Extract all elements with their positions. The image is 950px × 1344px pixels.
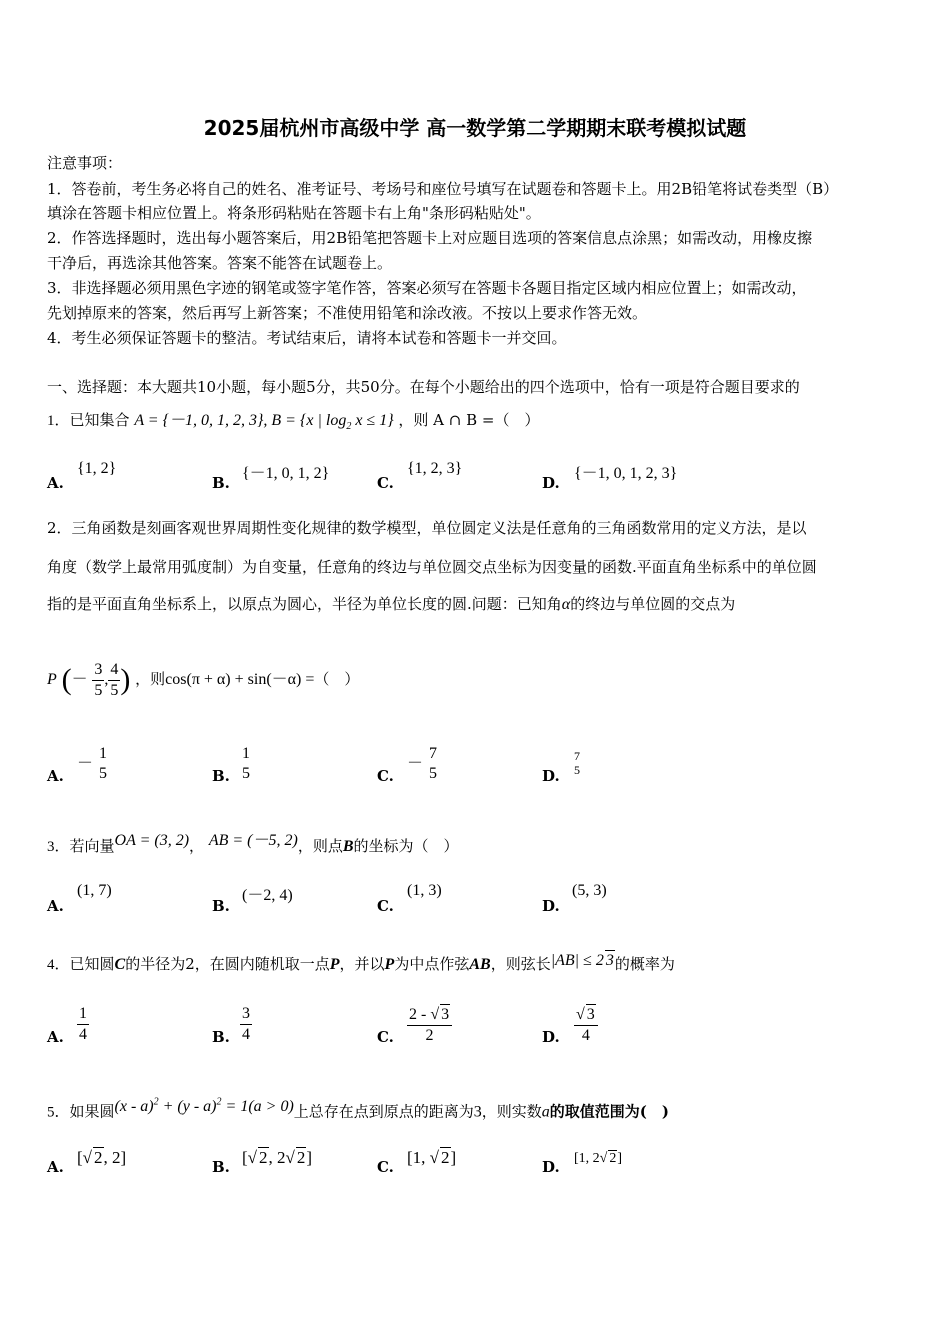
- sqrt-radicand: 3: [586, 1006, 595, 1023]
- option-d-value: [574, 1004, 598, 1046]
- option-c-label[interactable]: C.: [377, 474, 394, 492]
- fraction: [407, 1004, 452, 1046]
- chord-condition: [551, 952, 615, 969]
- question-text: ，则点: [297, 837, 343, 855]
- comma: ，: [189, 837, 205, 855]
- alpha-symbol: α: [561, 596, 571, 613]
- comma: ,: [104, 671, 109, 688]
- log-base: 2: [346, 421, 352, 432]
- option-c-label[interactable]: C.: [377, 767, 394, 785]
- question-text: 若向量: [69, 837, 115, 855]
- fraction: [240, 744, 252, 784]
- exponent: 2: [153, 1097, 159, 1108]
- denominator: 5: [99, 765, 108, 783]
- sqrt-radicand: 2: [296, 1148, 306, 1167]
- option-d-label[interactable]: D.: [542, 897, 560, 915]
- question-2-expression: P (－ $\frac{3}{5}$ , $\frac{4}{5}$ ) ，则cos(π + α) + sin(－α) =（ ）: [47, 660, 360, 699]
- denominator: 4: [79, 1026, 87, 1043]
- question-3: [47, 832, 910, 857]
- option-c-label[interactable]: C.: [377, 1028, 394, 1046]
- set-b-tail: x ≤ 1}: [351, 412, 394, 429]
- interval-part: [1, 2: [574, 1151, 600, 1166]
- condition-text: |AB| ≤ 2: [550, 952, 604, 969]
- numerator-text: 2 -: [409, 1006, 431, 1023]
- vector-ab: AB = (－5, 2): [208, 832, 298, 849]
- exponent: 2: [216, 1097, 222, 1108]
- numerator: 7: [429, 745, 438, 763]
- numerator: 1: [99, 745, 108, 763]
- denominator: 5: [110, 681, 119, 699]
- circle-c: C: [114, 956, 126, 973]
- fraction: [97, 744, 109, 784]
- interval-part: [: [77, 1148, 83, 1167]
- question-number: 4．: [47, 957, 70, 973]
- numerator: 2 - √ 3: [407, 1004, 452, 1026]
- interval-part: ]: [617, 1151, 623, 1166]
- fraction: [572, 749, 582, 777]
- set-a: A = {－1, 0, 1, 2, 3}: [134, 412, 264, 429]
- point-p: P: [384, 956, 395, 973]
- question-text: ，则: [135, 670, 166, 688]
- option-d-value: [572, 745, 582, 781]
- fraction: [108, 660, 120, 701]
- numerator: [77, 1004, 89, 1025]
- vector-oa: OA = (3, 2): [114, 832, 190, 849]
- circle-equation: [115, 1098, 294, 1115]
- question-text: 上总存在点到原点的距离为: [293, 1102, 474, 1121]
- option-b-value: {－1, 0, 1, 2}: [242, 465, 330, 482]
- question-tail: （ ）: [314, 670, 360, 688]
- fraction: [574, 1004, 598, 1046]
- option-c-value: [407, 1004, 452, 1046]
- question-tail: 的坐标为（ ）: [353, 837, 459, 855]
- denominator: 4: [242, 1026, 250, 1043]
- equation-part: = 1(a > 0): [221, 1098, 294, 1116]
- option-c-label[interactable]: C.: [377, 897, 394, 915]
- point-p: P: [47, 671, 57, 688]
- interval-part: ]: [450, 1148, 457, 1167]
- minus-sign: －: [71, 671, 88, 688]
- option-b-label[interactable]: B.: [212, 1028, 230, 1046]
- option-a-label[interactable]: A.: [47, 474, 64, 492]
- notice-line: 3．非选择题必须用黑色字迹的钢笔或签字笔作答，答案必须写在答题卡各题目指定区域内相应位置上；如需改动，: [47, 279, 807, 297]
- numerator: 3: [92, 660, 104, 681]
- trig-expression: cos(π + α) + sin(－α) =: [165, 671, 315, 688]
- page-title: 2025届杭州市高级中学 高一数学第二学期期末联考模拟试题: [203, 116, 747, 140]
- option-a-label[interactable]: A.: [47, 1158, 64, 1176]
- denominator: 4: [581, 1027, 590, 1044]
- interval-part: ]: [306, 1148, 313, 1167]
- interval-part: [1,: [407, 1148, 430, 1167]
- option-b-label[interactable]: B.: [212, 767, 230, 785]
- interval-part: ]: [120, 1148, 127, 1167]
- option-b-value: [240, 1004, 252, 1045]
- option-d-value: {－1, 0, 1, 2, 3}: [574, 465, 678, 482]
- option-a-label[interactable]: A.: [47, 1028, 64, 1046]
- sqrt-radicand: 2: [441, 1148, 450, 1167]
- option-b-label[interactable]: B.: [212, 1158, 230, 1176]
- option-b-value: [√ 2, 2√ 2]: [242, 1148, 313, 1167]
- fraction: [240, 1004, 252, 1045]
- question-text: 已知圆: [69, 955, 115, 973]
- numerator-text: 1: [79, 1005, 87, 1022]
- question-4: [47, 954, 910, 975]
- option-b-value: (－2, 4): [242, 887, 293, 904]
- sqrt-radicand: 2: [609, 1151, 617, 1166]
- option-c-value: [1, √ 2]: [407, 1148, 457, 1167]
- option-b-label[interactable]: B.: [212, 474, 230, 492]
- denominator: 5: [574, 763, 580, 778]
- numerator: 7: [574, 749, 580, 764]
- option-c-value: {1, 2, 3}: [407, 460, 463, 477]
- notice-line: 1．答卷前，考生务必将自己的姓名、准考证号、考场号和座位号填写在试题卷和答题卡上。用2B铅笔将试卷类型（B）: [47, 180, 839, 198]
- question-number: 3．: [47, 839, 70, 855]
- point-p: P: [329, 956, 340, 973]
- question-text: ，并以: [339, 955, 385, 973]
- question-text: ，则实数: [481, 1102, 542, 1121]
- question-text: 的终边与单位圆的交点为: [570, 595, 736, 613]
- notice-line: 填涂在答题卡相应位置上。将条形码粘贴在答题卡右上角"条形码粘贴处"。: [47, 204, 541, 222]
- set-b: , B = {x | log: [263, 412, 347, 429]
- question-text: ，则弦长: [490, 955, 551, 973]
- section-heading: 一、选择题：本大题共10小题，每小题5分，共50分。在每个小题给出的四个选项中，恰有一项是符合题目要求的: [47, 378, 800, 396]
- question-5: [47, 1098, 910, 1122]
- notice-heading: 注意事项：: [47, 154, 123, 172]
- sqrt-radicand: 2: [94, 1148, 103, 1167]
- option-b-label[interactable]: B.: [212, 897, 230, 915]
- interval-part: , 2: [103, 1148, 121, 1167]
- question-2-line: 2．三角函数是刻画客观世界周期性变化规律的数学模型，单位圆定义法是任意角的三角函数常用的定义方法，是以: [47, 519, 807, 537]
- notice-line: 2．作答选择题时，选出每小题答案后，用2B铅笔把答题卡上对应题目选项的答案信息点涂黑；如需改动，用橡皮擦: [47, 229, 813, 247]
- option-c-label[interactable]: C.: [377, 1158, 394, 1176]
- question-tail: 的取值范围为( ): [549, 1102, 669, 1121]
- option-d-label[interactable]: D.: [542, 474, 560, 492]
- chord-ab: AB: [469, 956, 491, 973]
- option-a-label[interactable]: A.: [47, 767, 64, 785]
- question-tail: 的概率为: [614, 955, 675, 973]
- denominator: 5: [242, 765, 250, 783]
- equation-part: (x - a): [114, 1098, 154, 1116]
- sign: －: [77, 755, 94, 772]
- question-number: 1．: [47, 413, 70, 429]
- option-b-value: [240, 741, 252, 787]
- option-a-value: {1, 2}: [77, 460, 117, 477]
- option-d-value: [1, 2√ 2]: [574, 1151, 623, 1166]
- numerator: 4: [108, 660, 120, 681]
- question-text: 指的是平面直角坐标系上，以原点为圆心，半径为单位长度的圆.问题：已知角: [47, 595, 562, 613]
- denominator: 5: [94, 681, 103, 699]
- interval-part: , 2: [268, 1148, 286, 1167]
- distance-value: 3: [473, 1103, 482, 1121]
- option-a-value: (1, 7): [77, 882, 112, 899]
- question-2-line: 角度（数学上最常用弧度制）为自变量，任意角的终边与单位圆交点坐标为因变量的函数.平面直角坐标系中的单位圆: [47, 558, 817, 576]
- sqrt-radicand: 2: [259, 1148, 268, 1167]
- variable-a: a: [541, 1103, 550, 1121]
- option-a-value: [77, 741, 109, 787]
- numerator: √ 3: [574, 1004, 598, 1026]
- option-c-value: (1, 3): [407, 882, 442, 899]
- sqrt-radicand: 3: [441, 1006, 450, 1023]
- fraction: [77, 1004, 89, 1045]
- equation-part: + (y - a): [158, 1098, 217, 1116]
- question-text: 为中点作弦: [394, 955, 470, 973]
- option-d-label[interactable]: D.: [542, 767, 560, 785]
- option-d-value: (5, 3): [572, 882, 607, 899]
- notice-line: 先划掉原来的答案，然后再写上新答案；不准使用铅笔和涂改液。不按以上要求作答无效。: [47, 304, 648, 322]
- sign: －: [407, 755, 424, 772]
- numerator: [240, 1004, 252, 1025]
- option-c-value: [407, 741, 439, 787]
- numerator: 1: [242, 745, 250, 763]
- option-d-label[interactable]: D.: [542, 1158, 560, 1176]
- question-number: 5．: [47, 1104, 70, 1121]
- question-2-line: [47, 594, 910, 615]
- question-text: 的半径为2，在圆内随机取一点: [125, 955, 330, 973]
- question-text: 已知集合: [69, 411, 130, 429]
- question-1: [47, 410, 910, 437]
- question-text: 如果圆: [69, 1102, 115, 1121]
- fraction: [427, 744, 439, 784]
- point-b: B: [342, 838, 354, 855]
- notice-line: 4．考生必须保证答题卡的整洁。考试结束后，请将本试卷和答题卡一并交回。: [47, 329, 567, 347]
- option-a-label[interactable]: A.: [47, 897, 64, 915]
- denominator: 5: [429, 765, 438, 783]
- interval-part: [: [242, 1148, 248, 1167]
- question-tail: ，则 A ∩ B =（ ）: [398, 411, 540, 429]
- option-a-value: [77, 1004, 89, 1045]
- sqrt-radicand: 3: [605, 952, 614, 969]
- denominator: 2: [425, 1027, 434, 1044]
- option-d-label[interactable]: D.: [542, 1028, 560, 1046]
- option-a-value: [√ 2, 2]: [77, 1148, 127, 1167]
- fraction: [92, 660, 104, 701]
- notice-line: 干净后，再选涂其他答案。答案不能答在试题卷上。: [47, 254, 393, 272]
- numerator-text: 3: [242, 1005, 250, 1022]
